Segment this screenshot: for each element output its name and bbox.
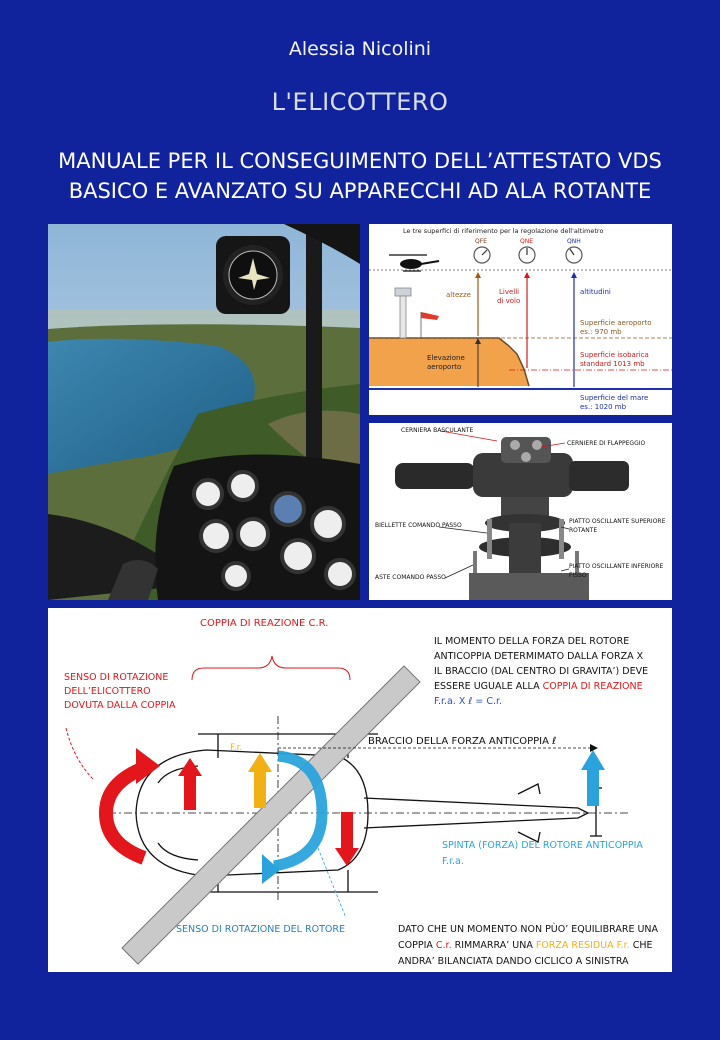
- aste-label: ASTE COMANDO PASSO: [375, 574, 446, 581]
- altimeter-heading: Le tre superfici di riferimento per la regolazione dell'altimetro: [403, 227, 604, 235]
- cockpit-photo: [48, 224, 360, 600]
- gauge-label-qfe: QFE: [475, 238, 487, 245]
- book-title: L'ELICOTTERO: [271, 88, 449, 116]
- piatto-superiore-label-2: ROTANTE: [569, 527, 598, 534]
- subtitle-line-2: BASICO E AVANZATO SU APPARECCHI AD ALA ROTANTE: [68, 179, 652, 203]
- windsock-icon: [421, 312, 439, 338]
- livelli-label-2: di volo: [497, 297, 521, 305]
- coppia-reazione-label: COPPIA DI REAZIONE C.R.: [200, 618, 329, 629]
- momento-line-3: IL BRACCIO (DAL CENTRO DI GRAVITA’) DEVE: [434, 666, 649, 677]
- rotor-head-diagram: [369, 423, 672, 600]
- torque-diagram: [48, 608, 672, 972]
- spinta-line-2: F.r.a.: [442, 856, 464, 867]
- momento-line-4: ESSERE UGUALE ALLA COPPIA DI REAZIONE: [434, 681, 643, 692]
- author: Alessia Nicolini: [288, 38, 432, 60]
- yellow-up-arrow: [248, 753, 272, 808]
- elevazione-label-2: aeroporto: [427, 363, 462, 371]
- piatto-inferiore-label-1: PIATTO OSCILLANTE INFERIORE: [569, 563, 664, 570]
- book-subtitle: [0, 146, 720, 206]
- momento-line-2: ANTICOPPIA DETERMIMATO DALLA FORZA X: [434, 651, 644, 662]
- fr-label: F.r.: [230, 743, 243, 753]
- dato-line-3: ANDRA’ BILANCIATA DANDO CICLICO A SINISTRA: [398, 956, 629, 967]
- altimeter-diagram: [369, 224, 672, 415]
- altezze-label: altezze: [446, 291, 471, 299]
- control-tower-icon: [395, 288, 411, 338]
- braccio-label: BRACCIO DELLA FORZA ANTICOPPIA ℓ: [368, 736, 557, 747]
- senso-elicottero-1: SENSO DI ROTAZIONE: [64, 672, 169, 683]
- momento-line-1: IL MOMENTO DELLA FORZA DEL ROTORE: [434, 636, 630, 647]
- isobarica-label-2: standard 1013 mb: [580, 360, 645, 368]
- blue-up-arrow: [581, 750, 605, 806]
- subtitle-line-1: MANUALE PER IL CONSEGUIMENTO DELL’ATTESTATO VDS: [58, 149, 662, 173]
- gauge-label-qne: QNE: [520, 238, 534, 245]
- red-rotation-arrow: [106, 748, 160, 858]
- biellette-label: BIELLETTE COMANDO PASSO: [375, 522, 462, 529]
- isobarica-label-1: Superficie isobarica: [580, 351, 649, 359]
- senso-rotore-label: SENSO DI ROTAZIONE DEL ROTORE: [176, 924, 345, 935]
- senso-elicottero-2: DELL’ELICOTTERO: [64, 686, 151, 697]
- dato-line-2: COPPIA C.r. RIMMARRA’ UNA FORZA RESIDUA F.r. CHE: [398, 940, 653, 951]
- piatto-inferiore-label-2: FISSO: [569, 572, 587, 579]
- livelli-label-1: Livelli: [499, 288, 520, 296]
- mare-label-2: es.: 1020 mb: [580, 403, 627, 411]
- elevazione-label-1: Elevazione: [427, 354, 465, 362]
- altitudini-label: altitudini: [580, 288, 611, 296]
- piatto-superiore-label-1: PIATTO OSCILLANTE SUPERIORE: [569, 518, 666, 525]
- superficie-aeroporto-1: Superficie aeroporto: [580, 319, 652, 327]
- dato-line-1: DATO CHE UN MOMENTO NON PÙO’ EQUILIBRARE UNA: [398, 924, 659, 935]
- cerniera-basculante-label: CERNIERA BASCULANTE: [401, 427, 474, 434]
- mare-label-1: Superficie del mare: [580, 394, 649, 402]
- gauge-label-qnh: QNH: [567, 238, 581, 245]
- superficie-aeroporto-2: es.: 970 mb: [580, 328, 622, 336]
- cerniere-flappeggio-label: CERNIERE DI FLAPPEGGIO: [567, 440, 646, 447]
- senso-elicottero-3: DOVUTA DALLA COPPIA: [64, 700, 176, 711]
- formula-label: F.r.a. X ℓ = C.r.: [434, 696, 503, 707]
- spinta-line-1: SPINTA (FORZA) DEL ROTORE ANTICOPPIA: [442, 840, 643, 851]
- gauge-icons: [474, 247, 582, 263]
- red-up-arrow: [178, 758, 202, 810]
- helicopter-icon: [389, 255, 439, 271]
